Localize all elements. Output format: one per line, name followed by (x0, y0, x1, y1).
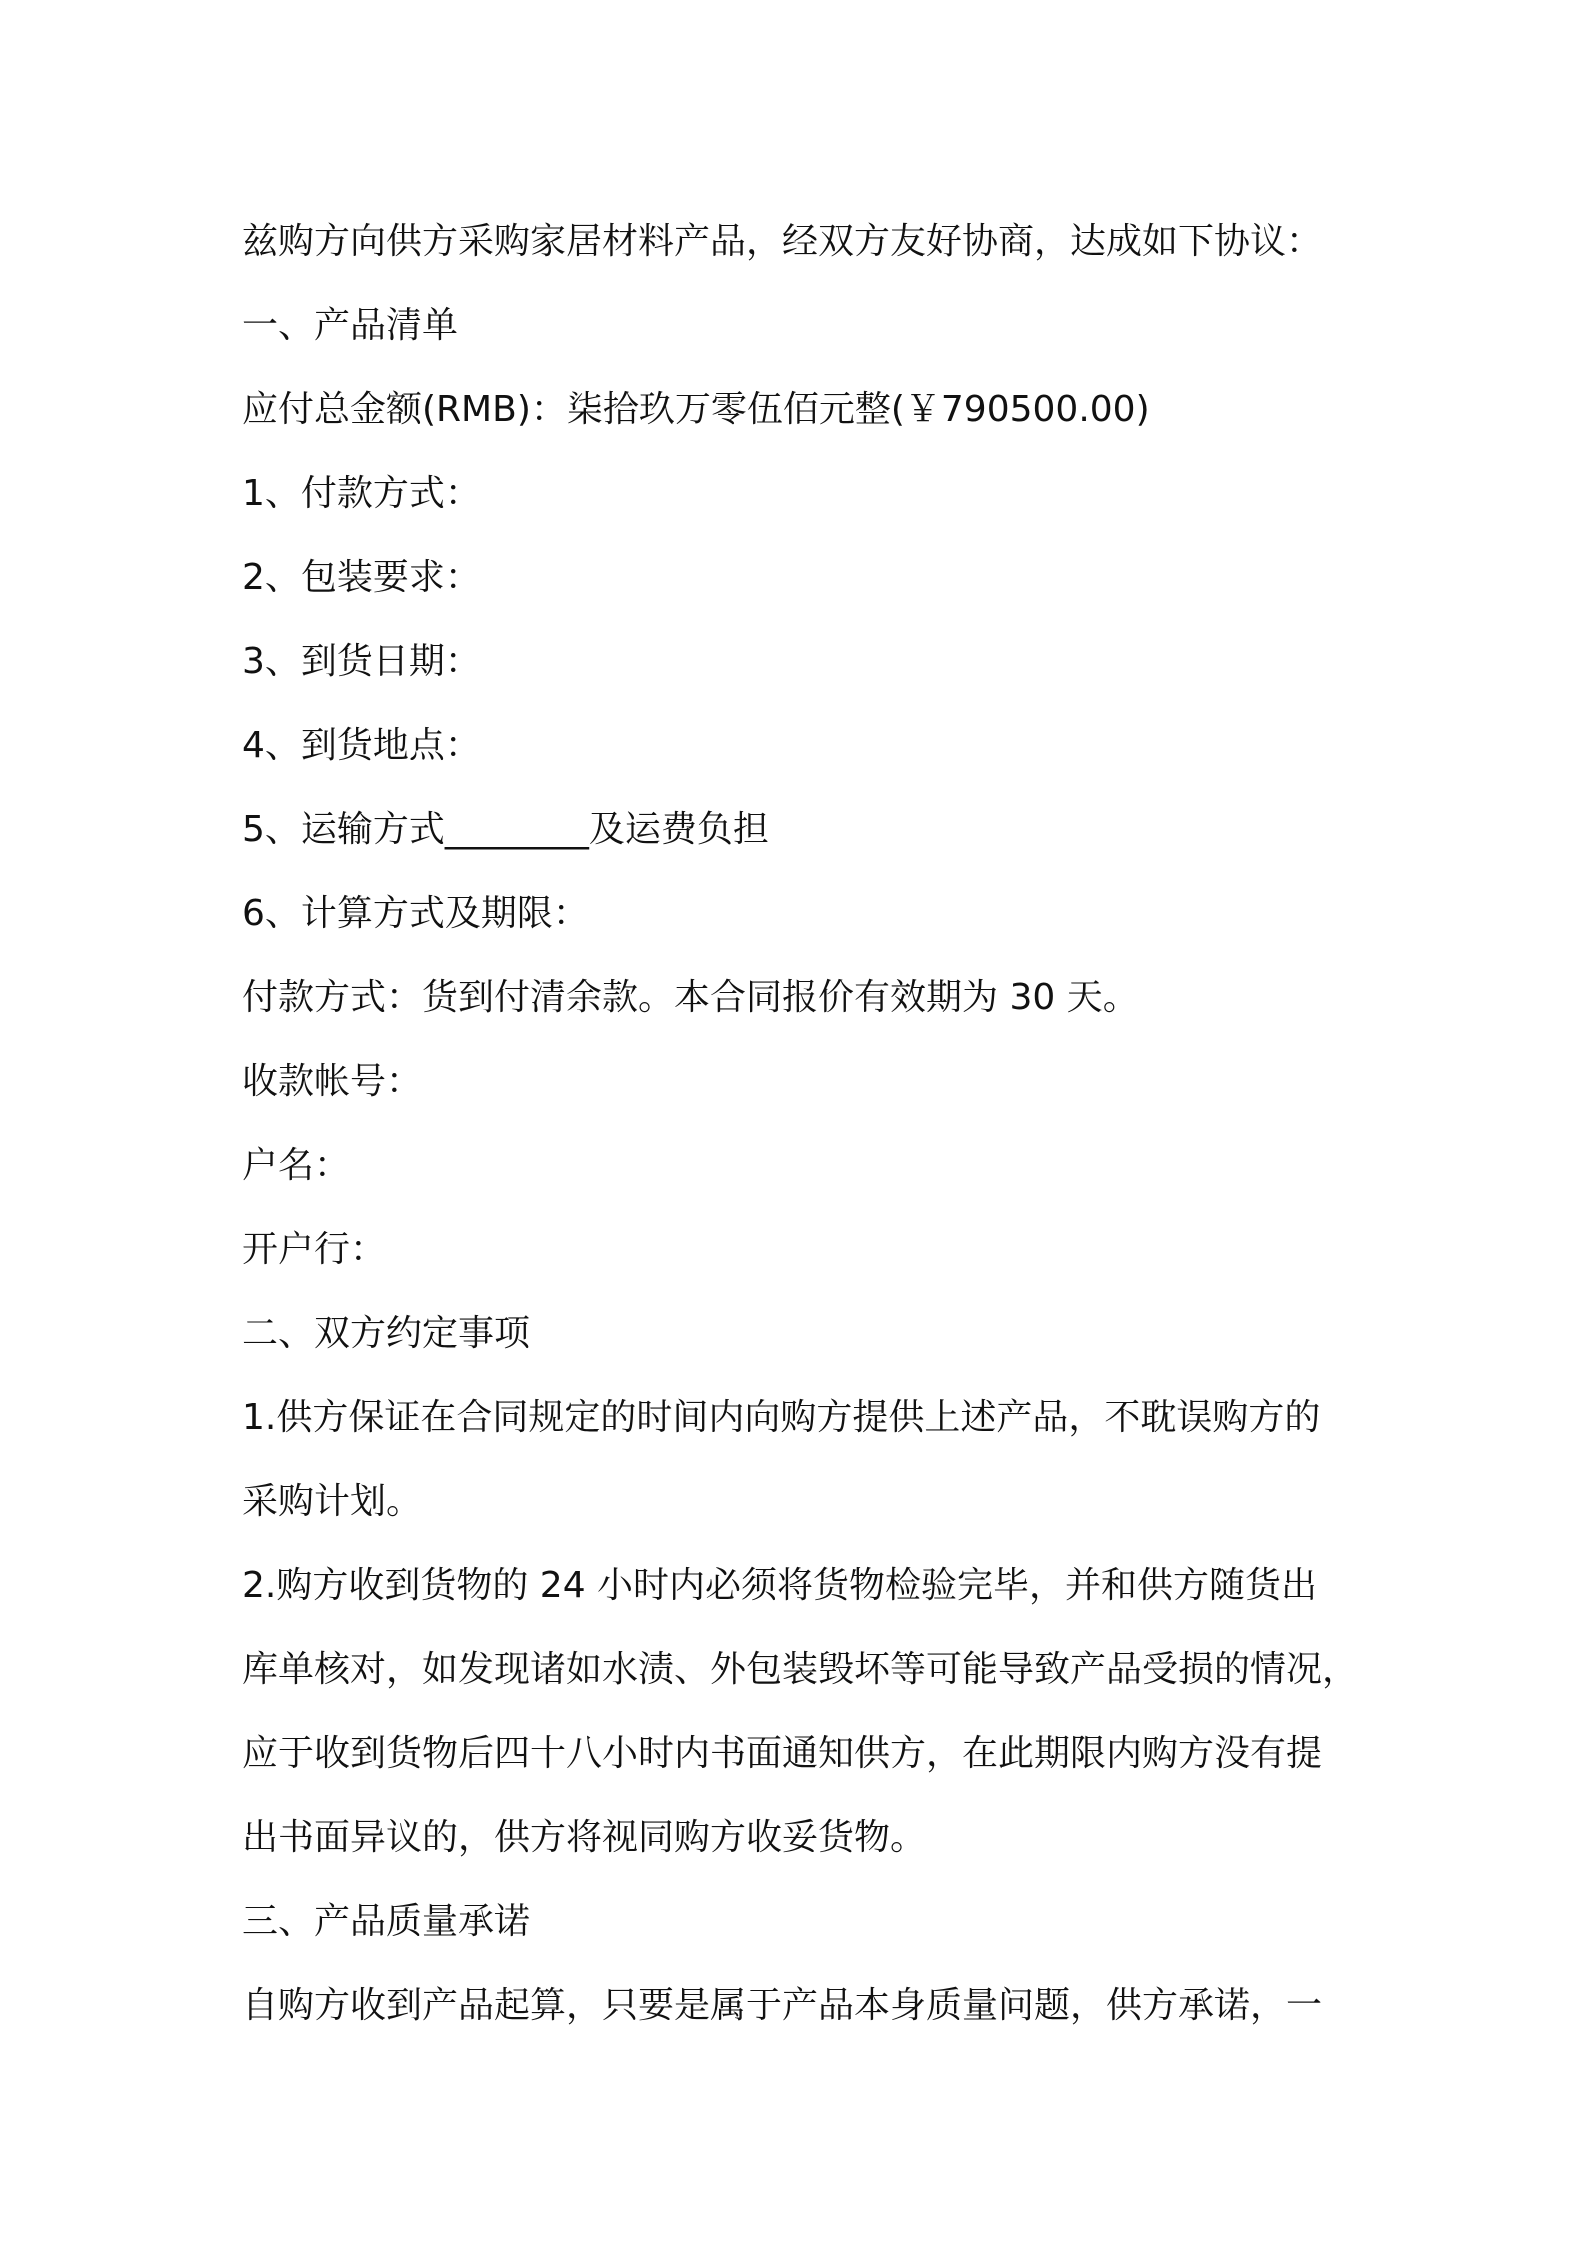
agreement-2-line-1: 2.购方收到货物的 24 小时内必须将货物检验完毕，并和供方随货出 (242, 1565, 1318, 1606)
item-calculation-terms: 6、计算方式及期限： (242, 893, 589, 934)
item-payment-method: 1、付款方式： (242, 473, 481, 514)
section-heading-agreements: 二、双方约定事项 (242, 1313, 531, 1354)
intro-paragraph: 兹购方向供方采购家居材料产品，经双方友好协商，达成如下协议： (242, 221, 1323, 262)
agreement-2-line-2: 库单核对，如发现诸如水渍、外包装毁坏等可能导致产品受损的情况， (242, 1649, 1359, 1690)
item-packaging-requirements: 2、包装要求： (242, 557, 481, 598)
agreement-1-line-2: 采购计划。 (242, 1481, 423, 1522)
section-heading-quality-commitment: 三、产品质量承诺 (242, 1901, 531, 1942)
payment-terms-line: 付款方式：货到付清余款。本合同报价有效期为 30 天。 (242, 977, 1139, 1018)
quality-commitment-line-1: 自购方收到产品起算，只要是属于产品本身质量问题，供方承诺，一 (242, 1985, 1323, 2026)
contract-body (242, 200, 1362, 2048)
item-transport-method: 5、运输方式________及运费负担 (242, 809, 769, 850)
total-amount-line: 应付总金额(RMB)：柒拾玖万零伍佰元整(￥790500.00) (242, 389, 1150, 430)
item-delivery-location: 4、到货地点： (242, 725, 481, 766)
section-heading-product-list: 一、产品清单 (242, 305, 459, 346)
item-delivery-date: 3、到货日期： (242, 641, 481, 682)
account-number-label: 收款帐号： (242, 1061, 423, 1102)
agreement-2-line-4: 出书面异议的，供方将视同购方收妥货物。 (242, 1817, 927, 1858)
bank-label: 开户行： (242, 1229, 387, 1270)
account-name-label: 户名： (242, 1145, 351, 1186)
agreement-2-line-3: 应于收到货物后四十八小时内书面通知供方，在此期限内购方没有提 (242, 1733, 1323, 1774)
agreement-1-line-1: 1.供方保证在合同规定的时间内向购方提供上述产品，不耽误购方的 (242, 1397, 1321, 1438)
